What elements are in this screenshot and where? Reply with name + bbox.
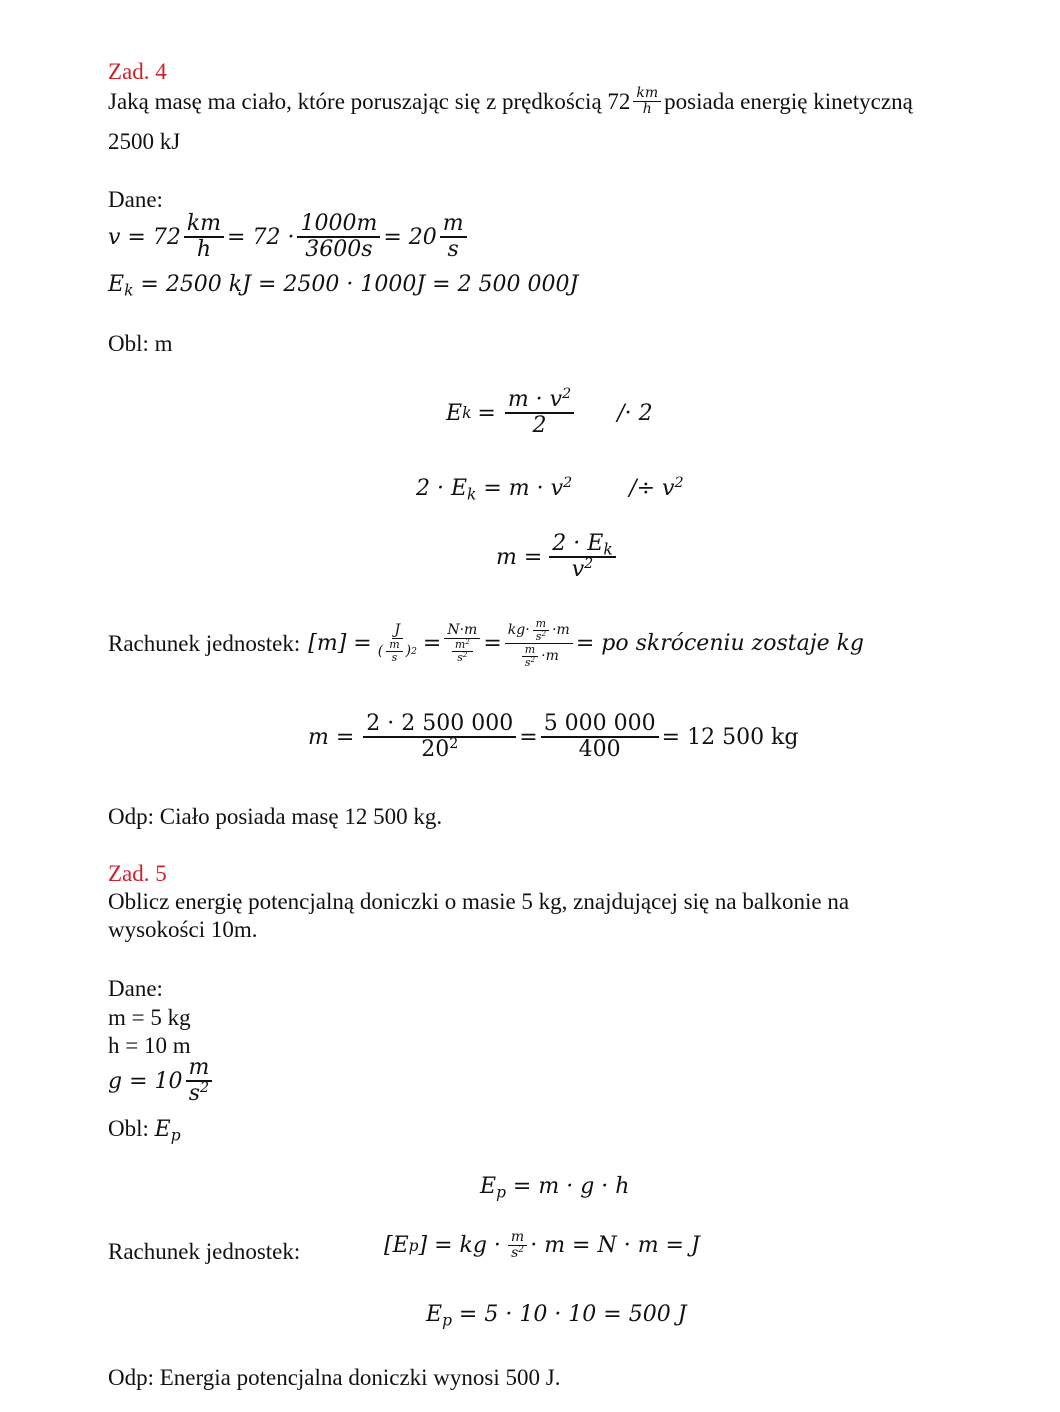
superscript: 2 bbox=[563, 475, 573, 492]
fraction bbox=[363, 712, 516, 762]
frac-den: 400 bbox=[578, 737, 621, 763]
superscript: 2 bbox=[530, 655, 536, 665]
num-text: ·m bbox=[552, 621, 570, 638]
superscript: 2 bbox=[462, 650, 468, 660]
num-text: kg· bbox=[507, 621, 530, 638]
fraction bbox=[452, 639, 473, 664]
frac-num: km bbox=[184, 212, 224, 238]
frac-num: m bbox=[533, 618, 549, 631]
fraction bbox=[440, 212, 467, 262]
den-text: v bbox=[571, 557, 585, 583]
frac-num bbox=[505, 618, 573, 644]
frac-num bbox=[549, 532, 615, 558]
eq-part: m = bbox=[308, 724, 355, 750]
eq-part: = 72 · bbox=[227, 224, 295, 250]
frac-den bbox=[569, 558, 597, 582]
den-text: s bbox=[457, 651, 463, 665]
fraction bbox=[541, 712, 659, 762]
equation-1: E k = $\frac{m \cdot v^2}{2}$ /· 2 bbox=[446, 386, 653, 439]
frac-den: h bbox=[642, 101, 652, 118]
task-4-title: Zad. 4 bbox=[108, 59, 167, 84]
frac-den bbox=[516, 644, 562, 669]
potential-energy-calculation bbox=[426, 1302, 687, 1330]
eq-part: E bbox=[480, 1174, 497, 1199]
superscript: 2 bbox=[200, 1080, 210, 1097]
fraction bbox=[549, 532, 615, 582]
question-text-cont: posiada energię kinetyczną bbox=[664, 88, 913, 114]
velocity-unit-fraction bbox=[633, 86, 661, 118]
given-height: h = 10 m bbox=[108, 1033, 191, 1058]
eq-part: = 2500 kJ = 2500 · 1000J = 2 500 000J bbox=[140, 272, 579, 297]
task-4-answer: Odp: Ciało posiada masę 12 500 kg. bbox=[108, 804, 443, 829]
frac-den: h bbox=[196, 237, 212, 263]
eq-part: · m = N · m = J bbox=[530, 1233, 700, 1259]
den-text: s bbox=[535, 630, 542, 644]
frac-den: ( $\frac{m}{s}$ ) 2 bbox=[377, 638, 417, 665]
eq-part: = m · g · h bbox=[512, 1174, 630, 1199]
unit-calculation-4 bbox=[108, 618, 864, 669]
find-label: Obl: m bbox=[108, 331, 173, 356]
frac-den bbox=[418, 738, 461, 762]
num-text: 2 · E bbox=[552, 531, 604, 556]
find-symbol bbox=[154, 1117, 181, 1145]
frac-num: m bbox=[508, 1230, 527, 1246]
eq-part: E bbox=[108, 272, 125, 297]
frac-den bbox=[186, 1082, 212, 1106]
eq-part: m = bbox=[496, 544, 543, 570]
given-mass: m = 5 kg bbox=[108, 1005, 191, 1030]
eq-part: [E bbox=[384, 1233, 409, 1259]
eq-part: [m] = bbox=[308, 631, 372, 657]
given-label-5: Dane: bbox=[108, 976, 163, 1001]
superscript: 2 bbox=[562, 386, 572, 403]
superscript: 2 bbox=[541, 629, 546, 639]
frac-num: 1000m bbox=[297, 212, 380, 238]
eq-part: = bbox=[519, 724, 538, 750]
frac-den: s bbox=[447, 237, 459, 263]
frac-den: 2 bbox=[532, 413, 547, 439]
eq-part: 2 · E bbox=[416, 476, 468, 501]
superscript: 2 bbox=[584, 556, 594, 573]
task-4-question-line2: 2500 kJ bbox=[108, 129, 181, 154]
potential-energy-formula bbox=[480, 1174, 630, 1202]
units-result: = po skróceniu zostaje kg bbox=[575, 631, 865, 657]
fraction bbox=[533, 618, 549, 643]
frac-den bbox=[446, 639, 479, 664]
superscript: 2 bbox=[449, 736, 459, 753]
frac-num bbox=[505, 388, 574, 414]
operation-note: /÷ v bbox=[629, 476, 675, 501]
frac-num: J bbox=[392, 623, 404, 639]
num-text: m bbox=[454, 638, 466, 652]
kinetic-energy-conversion bbox=[108, 272, 579, 300]
frac-den bbox=[533, 631, 549, 643]
frac-num: km bbox=[633, 86, 661, 102]
superscript: 2 bbox=[465, 637, 470, 647]
equation-2 bbox=[416, 475, 684, 504]
fraction bbox=[522, 644, 538, 669]
fraction bbox=[297, 212, 380, 262]
task-5-title: Zad. 5 bbox=[108, 861, 167, 886]
task-4-question bbox=[108, 86, 913, 118]
eq-part: = bbox=[483, 631, 502, 657]
unit-calculation-5: [E p ] = kg · $\frac{m}{s^2}$ · m = N · m = J bbox=[384, 1229, 700, 1262]
den-text: ·m bbox=[541, 648, 559, 665]
den-text: s bbox=[188, 1081, 201, 1107]
frac-num: m bbox=[386, 639, 402, 652]
task-5-answer: Odp: Energia potencjalna doniczki wynosi 500 J. bbox=[108, 1365, 561, 1390]
eq-part: = m · v bbox=[483, 476, 564, 501]
eq-part: = 20 bbox=[383, 224, 437, 250]
subscript: p bbox=[496, 1183, 506, 1202]
subscript: k bbox=[124, 281, 134, 300]
frac-num: m bbox=[440, 212, 467, 238]
subscript: k bbox=[467, 485, 477, 504]
equation-3 bbox=[496, 532, 619, 582]
frac-num: 5 000 000 bbox=[541, 712, 659, 738]
subscript: k bbox=[603, 540, 613, 559]
eq-part: = bbox=[477, 400, 496, 426]
eq-part: ] = kg · bbox=[418, 1233, 501, 1259]
given-gravity bbox=[108, 1056, 215, 1106]
num-text: m · v bbox=[507, 387, 563, 412]
task-5-question-line1: Oblicz energię potencjalną doniczki o masie 5 kg, znajdującej się na balkonie na bbox=[108, 889, 850, 914]
given-label: Dane: bbox=[108, 187, 163, 212]
frac-den bbox=[454, 652, 470, 664]
fraction bbox=[505, 618, 573, 669]
eq-part: = bbox=[422, 631, 442, 657]
subscript: p bbox=[442, 1311, 452, 1330]
superscript: 2 bbox=[518, 1245, 525, 1256]
den-text: s bbox=[511, 1245, 519, 1262]
eq-part: v = 72 bbox=[108, 224, 181, 250]
frac-num: 2 · 2 500 000 bbox=[363, 712, 516, 738]
fraction bbox=[508, 1230, 527, 1262]
fraction bbox=[444, 623, 480, 665]
eq-part: = 5 · 10 · 10 = 500 J bbox=[458, 1302, 687, 1327]
superscript: 2 bbox=[674, 475, 684, 492]
fraction bbox=[505, 388, 574, 438]
operation-note: /· 2 bbox=[617, 400, 653, 426]
fraction bbox=[186, 1056, 213, 1106]
calc-result: = 12 500 kg bbox=[661, 724, 799, 750]
den-text: s bbox=[524, 656, 531, 670]
frac-den bbox=[522, 657, 538, 669]
frac-den bbox=[508, 1246, 527, 1261]
velocity-conversion bbox=[108, 212, 470, 262]
task-5-question-line2: wysokości 10m. bbox=[108, 917, 258, 942]
eq-part: E bbox=[426, 1302, 443, 1327]
frac-num: m bbox=[186, 1056, 213, 1082]
find-label-5 bbox=[108, 1115, 181, 1144]
find-text: Obl: bbox=[108, 1116, 149, 1141]
question-text: Jaką masę ma ciało, które poruszając się z prędkością 72 bbox=[108, 88, 631, 114]
frac-num: m bbox=[522, 644, 538, 657]
units-label: Rachunek jednostek: bbox=[108, 630, 301, 656]
symbol: E bbox=[154, 1117, 171, 1142]
den-text: 20 bbox=[421, 737, 450, 763]
frac-num: N·m bbox=[444, 623, 480, 639]
frac-den: s bbox=[391, 651, 398, 665]
subscript: p bbox=[170, 1126, 181, 1145]
fraction bbox=[375, 623, 420, 665]
fraction bbox=[184, 212, 224, 262]
fraction bbox=[386, 639, 402, 664]
eq-part: E bbox=[446, 400, 463, 426]
mass-calculation bbox=[308, 712, 798, 762]
frac-den: 3600s bbox=[305, 237, 373, 263]
eq-part: g = 10 bbox=[108, 1068, 183, 1094]
units-label-5: Rachunek jednostek: bbox=[108, 1239, 301, 1264]
